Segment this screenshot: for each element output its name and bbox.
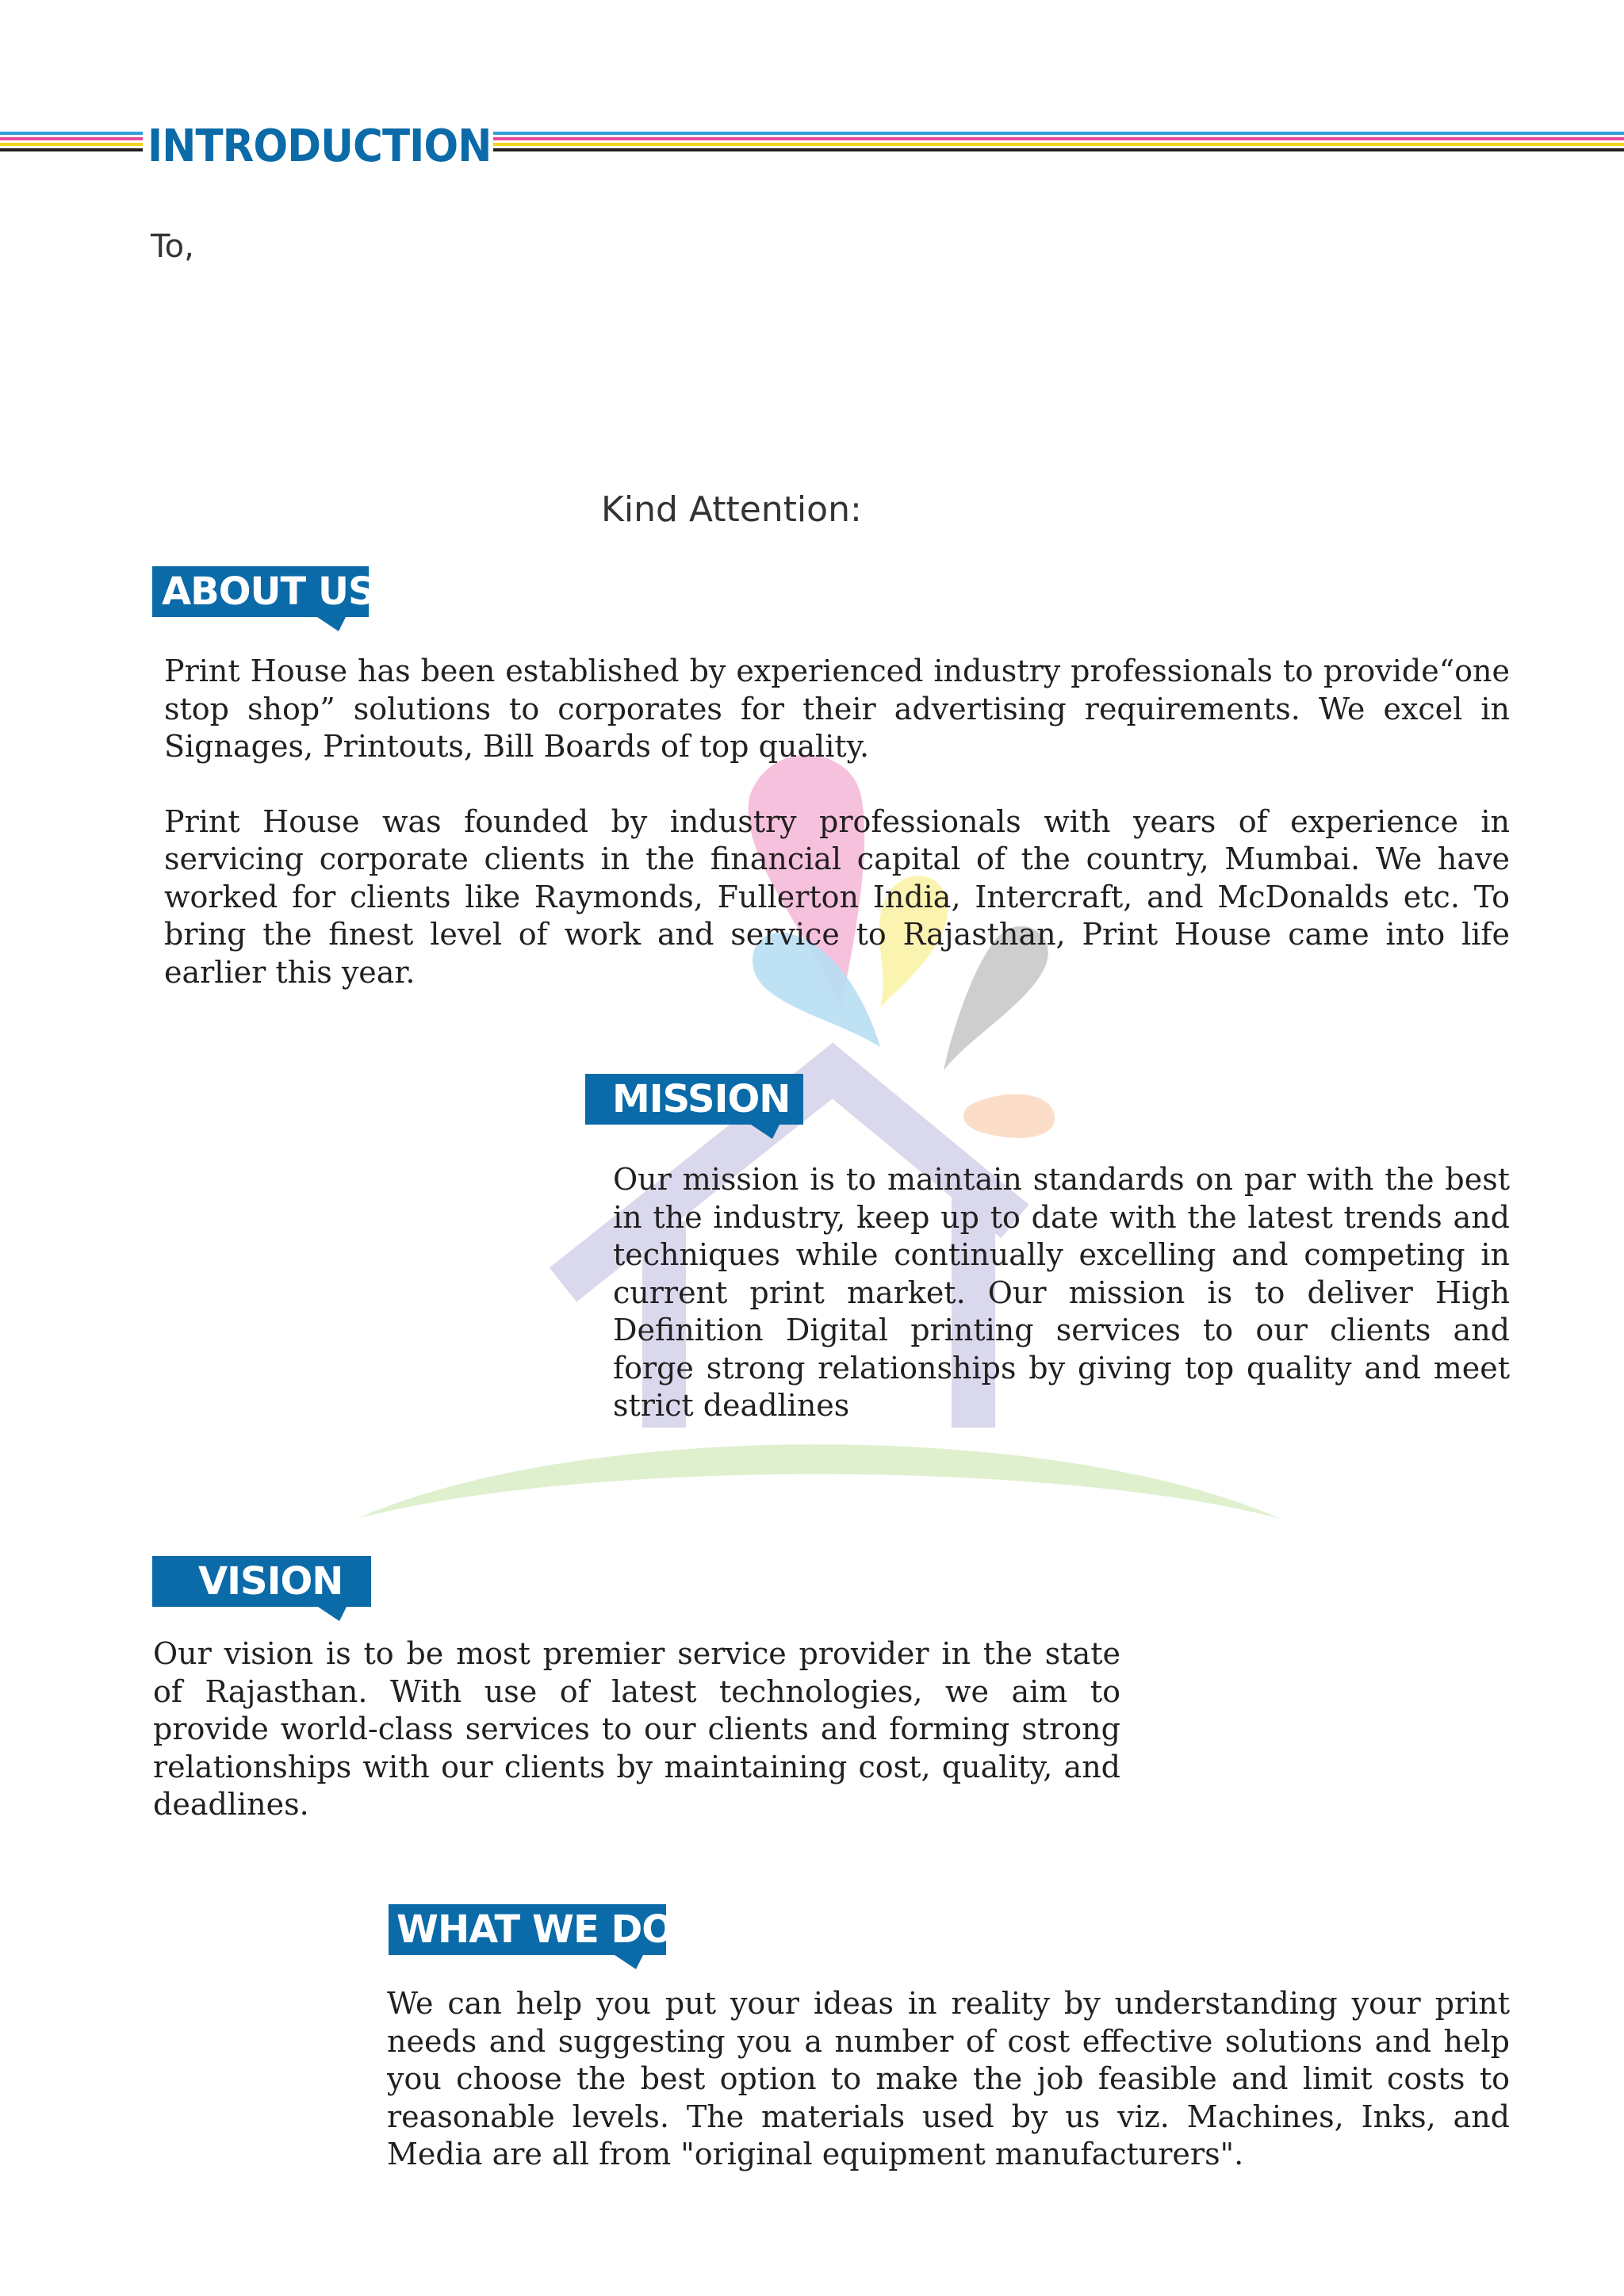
vision-label: VISION — [198, 1559, 343, 1604]
about-us-label: ABOUT US — [162, 569, 375, 614]
about-us-text — [164, 653, 1510, 991]
vision-tag — [152, 1556, 371, 1612]
about-us-paragraph: Print House has been established by experienced industry professionals to provide“one stop shop” solutions to corporates for their advertising requirements. We excel in Signages, Printouts, Bill Boards of top quality. — [164, 654, 1510, 764]
vision-text: Our vision is to be most premier service provider in the state of Rajasthan. With use of latest technologies, we aim to provide world-class services to our clients and forming strong relationships with our clients by maintaining cost, quality, and deadlines. — [153, 1636, 1120, 1822]
mission-tag — [585, 1074, 803, 1129]
mission-label: MISSION — [612, 1077, 791, 1121]
kind-attention-label: Kind Attention: — [601, 489, 862, 530]
mission-text: Our mission is to maintain standards on par with the best in the industry, keep up to date with the latest trends and techniques while continually excelling and competing in current print market. Our mission is to deliver High Definition Digital printing services to our clients and forge strong relationships by giving top quality and meet strict deadlines — [613, 1162, 1510, 1423]
about-us-tag — [152, 566, 375, 622]
what-we-do-tag — [389, 1904, 674, 1960]
salutation: To, — [151, 228, 194, 265]
about-us-paragraph: Print House was founded by industry professionals with years of experience in servicing corporate clients in the financial capital of the country, Mumbai. We have worked for clients like Raymonds, Fullerton India, Intercraft, and McDonalds etc. To bring the finest level of work and service to Rajasthan, Print House came into life earlier this year. — [164, 803, 1510, 990]
page-title: INTRODUCTION — [147, 121, 492, 172]
what-we-do-label: WHAT WE DO — [396, 1907, 674, 1952]
what-we-do-text: We can help you put your ideas in reality by understanding your print needs and suggesting you a number of cost effective solutions and help you choose the best option to make the job feasible and limit costs to reasonable levels. The materials used by us viz. Machines, Inks, and Media are all from "original equipment manufacturers". — [387, 1986, 1510, 2171]
